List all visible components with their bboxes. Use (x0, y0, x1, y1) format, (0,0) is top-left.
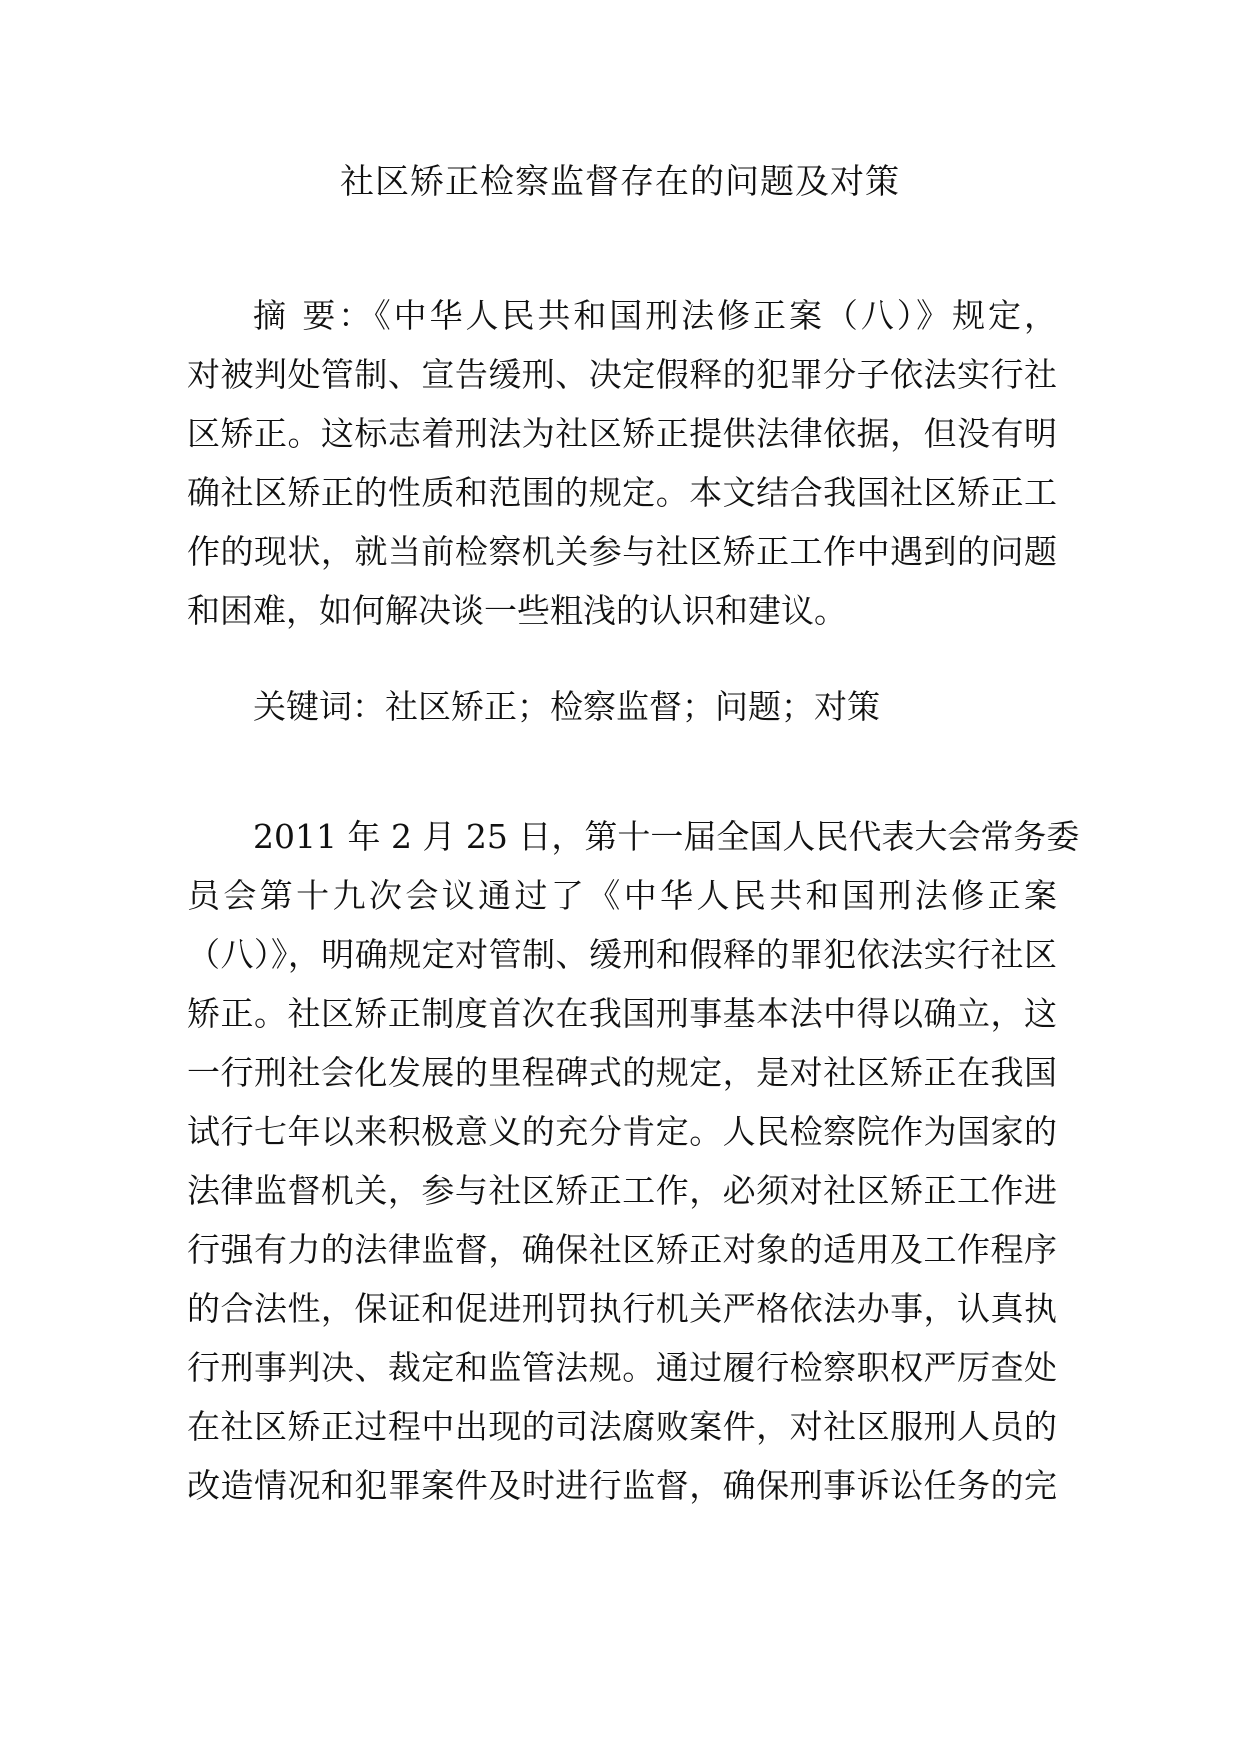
abstract-line: 区矫正。这标志着刑法为社区矫正提供法律依据，但没有明 (187, 414, 1057, 453)
body-line: 法律监督机关，参与社区矫正工作，必须对社区矫正工作进 (187, 1171, 1057, 1210)
body-line: 行强有力的法律监督，确保社区矫正对象的适用及工作程序 (187, 1230, 1057, 1269)
abstract-line: 对被判处管制、宣告缓刑、决定假释的犯罪分子依法实行社 (187, 355, 1057, 394)
abstract-line: 作的现状，就当前检察机关参与社区矫正工作中遇到的问题 (187, 532, 1057, 571)
body-line: 2011 年 2 月 25 日，第十一届全国人民代表大会常务委 (253, 817, 1080, 856)
body-paragraph (187, 807, 1080, 1515)
keywords-paragraph (187, 677, 1057, 736)
body-line: 改造情况和犯罪案件及时进行监督，确保刑事诉讼任务的完 (187, 1466, 1057, 1505)
keywords-line: 关键词：社区矫正；检察监督；问题；对策 (253, 687, 880, 726)
body-line: 的合法性，保证和促进刑罚执行机关严格依法办事，认真执 (187, 1289, 1057, 1328)
abstract-paragraph (187, 286, 1057, 640)
document-title: 社区矫正检察监督存在的问题及对策 (340, 162, 900, 202)
abstract-line: 摘 要：《中华人民共和国刑法修正案（八）》规定， (253, 296, 1057, 335)
body-line: 试行七年以来积极意义的充分肯定。人民检察院作为国家的 (187, 1112, 1057, 1151)
abstract-line: 确社区矫正的性质和范围的规定。本文结合我国社区矫正工 (187, 473, 1057, 512)
body-line: 行刑事判决、裁定和监管法规。通过履行检察职权严厉查处 (187, 1348, 1057, 1387)
body-line: 在社区矫正过程中出现的司法腐败案件，对社区服刑人员的 (187, 1407, 1057, 1446)
body-line: 矫正。社区矫正制度首次在我国刑事基本法中得以确立，这 (187, 994, 1057, 1033)
body-line: （八）》，明确规定对管制、缓刑和假释的罪犯依法实行社区 (187, 935, 1057, 974)
body-line: 员会第十九次会议通过了《中华人民共和国刑法修正案 (187, 876, 1057, 915)
abstract-line: 和困难，如何解决谈一些粗浅的认识和建议。 (187, 591, 847, 630)
body-line: 一行刑社会化发展的里程碑式的规定，是对社区矫正在我国 (187, 1053, 1057, 1092)
